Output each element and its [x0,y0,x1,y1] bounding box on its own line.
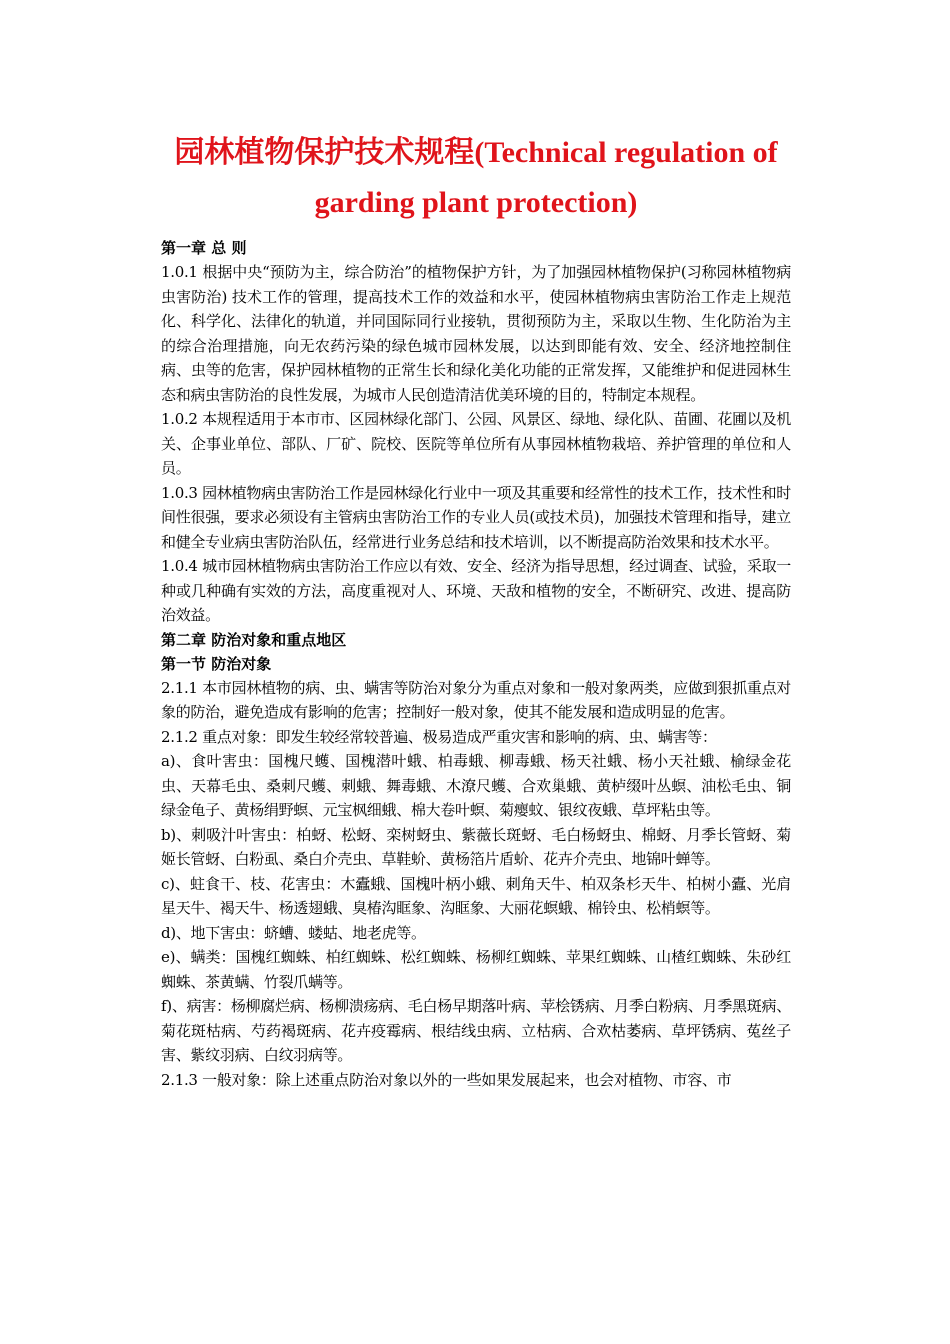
paragraph: 2.1.1 本市园林植物的病、虫、螨害等防治对象分为重点对象和一般对象两类，应做到狠抓重点对象的防治，避免造成有影响的危害；控制好一般对象，使其不能发展和造成明显的危害。 [161,678,791,721]
paragraph: c)、蛀食干、枝、花害虫：木蠹蛾、国槐叶柄小蛾、刺角天牛、柏双条杉天牛、柏树小蠹、光肩星天牛、褐天牛、杨透翅蛾、臭椿沟眶象、沟眶象、大丽花螟蛾、棉铃虫、松梢螟等。 [161,874,791,917]
paragraph: 1.0.4 城市园林植物病虫害防治工作应以有效、安全、经济为指导思想，经过调查、试验，采取一种或几种确有实效的方法，高度重视对人、环境、天敌和植物的安全，不断研究、改进、提高防治效益。 [161,557,791,624]
paragraph: d)、地下害虫：蛴螬、蝼蛄、地老虎等。 [161,923,426,942]
section-heading: 第一章 总 则 [161,239,247,257]
paragraph: 2.1.3 一般对象：除上述重点防治对象以外的一些如果发展起来，也会对植物、市容、市 [161,1070,732,1089]
paragraph: 1.0.3 园林植物病虫害防治工作是园林绿化行业中一项及其重要和经常性的技术工作，技术性和时间性很强，要求必须设有主管病虫害防治工作的专业人员(或技术员)，加强技术管理和指导，建立和健全专业病虫害防治队伍，经常进行业务总结和技术培训，以不断提高防治效果和技术水平。 [161,483,791,551]
paragraph: e)、螨类：国槐红蜘蛛、柏红蜘蛛、松红蜘蛛、杨柳红蜘蛛、苹果红蜘蛛、山楂红蜘蛛、朱砂红蜘蛛、茶黄螨、竹裂爪螨等。 [161,948,791,991]
document-page [161,128,791,1092]
section-heading: 第一节 防治对象 [161,654,272,673]
section-heading: 第二章 防治对象和重点地区 [161,630,347,649]
paragraph: 1.0.1 根据中央“预防为主，综合防治”的植物保护方针，为了加强园林植物保护(习称园林植物病虫害防治) 技术工作的管理，提高技术工作的效益和水平，使园林植物病虫害防治工作走上规范化、科学化、法律化的轨道，并同国际同行业接轨，贯彻预防为主，采取以生物、生化防治为主的综合治理措施，向无农药污染的绿色城市园林发展，以达到即能有效、安全、经济地控制住病、虫等的危害，保护园林植物的正常生长和绿化美化功能的正常发挥，又能维护和促进园林生态和病虫害防治的良性发展，为城市人民创造清洁优美环境的目的，特制定本规程。 [161,263,791,404]
document-title: 园林植物保护技术规程(Technical regulation of garding plant protection) [174,136,778,219]
paragraph: 2.1.2 重点对象：即发生较经常较普遍、极易造成严重灾害和影响的病、虫、螨害等： [161,727,717,746]
paragraph: b)、刺吸汁叶害虫：柏蚜、松蚜、栾树蚜虫、紫薇长斑蚜、毛白杨蚜虫、棉蚜、月季长管蚜、菊姬长管蚜、白粉虱、桑白介壳虫、草鞋蚧、黄杨箔片盾蚧、花卉介壳虫、地锦叶蝉等。 [161,825,791,868]
paragraph: a)、食叶害虫：国槐尺蠖、国槐潜叶蛾、柏毒蛾、柳毒蛾、杨天社蛾、杨小天社蛾、榆绿金花虫、天幕毛虫、桑刺尺蠖、刺蛾、舞毒蛾、木潦尺蠖、合欢巢蛾、黄栌缀叶丛螟、油松毛虫、铜绿金龟子、黄杨绢野螟、元宝枫细蛾、棉大卷叶螟、菊瘿蚊、银纹夜蛾、草坪粘虫等。 [161,752,791,819]
paragraph: 1.0.2 本规程适用于本市市、区园林绿化部门、公园、风景区、绿地、绿化队、苗圃、花圃以及机关、企事业单位、部队、厂矿、院校、医院等单位所有从事园林植物栽培、养护管理的单位和人员。 [161,410,791,477]
document-body [161,236,791,1092]
paragraph: f)、病害：杨柳腐烂病、杨柳溃疡病、毛白杨早期落叶病、苹桧锈病、月季白粉病、月季黑斑病、菊花斑枯病、芍药褐斑病、花卉疫霉病、根结线虫病、立枯病、合欢枯萎病、草坪锈病、菟丝子害、紫纹羽病、白纹羽病等。 [161,997,791,1064]
